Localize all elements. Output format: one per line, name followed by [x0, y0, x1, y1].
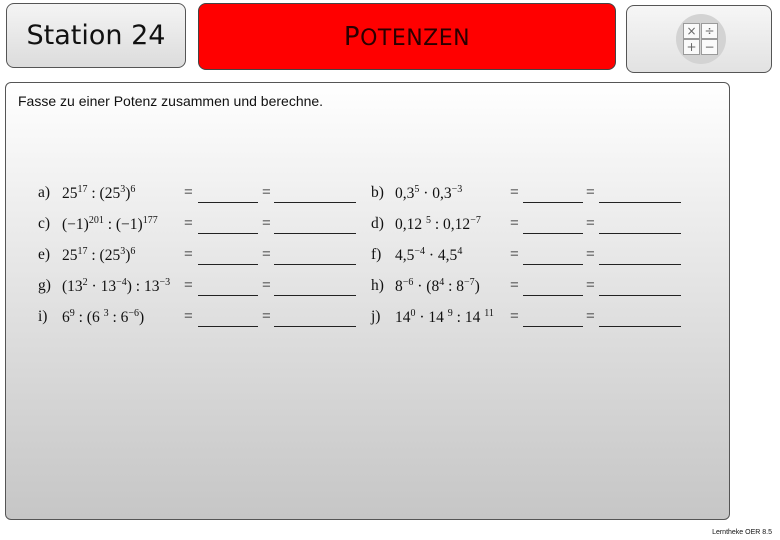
minus-icon: −: [701, 39, 718, 55]
expression-exponent: 3: [120, 184, 126, 195]
expression-exponent: −4: [116, 277, 127, 288]
expression-base: 14: [395, 309, 411, 327]
exercise-label: i): [38, 308, 48, 325]
expression-base: : 8: [444, 278, 465, 296]
worksheet-panel: [5, 82, 730, 520]
answer-blank-1[interactable]: [523, 202, 583, 203]
equals-sign: =: [510, 308, 519, 325]
exercise-expression: [395, 308, 494, 327]
exercise-label: b): [371, 184, 384, 201]
equals-sign: =: [586, 277, 595, 294]
expression-base: ): [474, 278, 480, 296]
equals-sign: =: [586, 184, 595, 201]
exercise-label: c): [38, 215, 51, 232]
answer-blank-2[interactable]: [274, 264, 356, 265]
expression-base: · 0,3: [419, 185, 452, 203]
equals-sign: =: [586, 215, 595, 232]
exercise-expression: [62, 184, 135, 203]
answer-blank-1[interactable]: [523, 233, 583, 234]
expression-base: ): [139, 309, 145, 327]
expression-base: · 13: [87, 278, 117, 296]
exercise-expression: [395, 277, 480, 296]
expression-exponent: 177: [142, 215, 158, 226]
expression-base: : 0,12: [431, 216, 471, 234]
page-title: [344, 22, 470, 52]
equals-sign: =: [184, 215, 193, 232]
expression-exponent: 0: [410, 308, 416, 319]
equals-sign: =: [184, 277, 193, 294]
equals-sign: =: [184, 246, 193, 263]
exercise-expression: [395, 215, 481, 234]
expression-base: · (8: [413, 278, 440, 296]
expression-exponent: 201: [88, 215, 104, 226]
answer-blank-2[interactable]: [599, 202, 681, 203]
expression-exponent: −3: [159, 277, 171, 288]
answer-blank-1[interactable]: [198, 264, 258, 265]
expression-exponent: 4: [457, 246, 463, 257]
equals-sign: =: [262, 308, 271, 325]
exercise-expression: [395, 246, 462, 265]
expression-base: : (−1): [103, 216, 143, 234]
expression-exponent: 6: [130, 184, 136, 195]
expression-base: 4,5: [395, 247, 415, 265]
calculator-icon: [676, 14, 726, 64]
expression-base: ): [125, 185, 131, 203]
exercise-label: f): [371, 246, 382, 263]
equals-sign: =: [586, 246, 595, 263]
divide-icon: ÷: [701, 23, 718, 39]
exercise-label: e): [38, 246, 51, 263]
expression-base: : (25: [87, 247, 121, 265]
answer-blank-2[interactable]: [599, 295, 681, 296]
exercise-label: h): [371, 277, 384, 294]
answer-blank-2[interactable]: [274, 202, 356, 203]
answer-blank-2[interactable]: [599, 326, 681, 327]
equals-sign: =: [510, 215, 519, 232]
expression-base: 0,3: [395, 185, 415, 203]
expression-base: ) : 13: [126, 278, 160, 296]
expression-exponent: −7: [464, 277, 475, 288]
expression-exponent: −4: [414, 246, 426, 257]
answer-blank-2[interactable]: [274, 295, 356, 296]
expression-base: 0,12: [395, 216, 426, 234]
exercise-expression: [395, 184, 462, 203]
title-initial: P: [343, 21, 361, 52]
station-label: Station 24: [26, 20, 166, 51]
expression-base: (−1): [62, 216, 89, 234]
exercise-label: j): [371, 308, 381, 325]
title-rest: OTENZEN: [360, 25, 471, 51]
answer-blank-1[interactable]: [198, 326, 258, 327]
equals-sign: =: [262, 184, 271, 201]
expression-base: 8: [395, 278, 403, 296]
exercise-label: d): [371, 215, 384, 232]
expression-base: 6: [62, 309, 70, 327]
expression-exponent: 9: [447, 308, 453, 319]
answer-blank-2[interactable]: [274, 233, 356, 234]
expression-exponent: 3: [103, 308, 109, 319]
exercise-label: a): [38, 184, 51, 201]
exercise-label: g): [38, 277, 51, 294]
expression-exponent: 9: [69, 308, 75, 319]
expression-exponent: −6: [402, 277, 414, 288]
expression-base: : (6: [74, 309, 104, 327]
instruction-text: Fasse zu einer Potenz zusammen und berechne.: [18, 93, 324, 109]
expression-exponent: 17: [77, 184, 88, 195]
exercise-expression: [62, 308, 144, 327]
title-box: [198, 3, 616, 70]
expression-exponent: 5: [414, 184, 420, 195]
multiply-icon: ×: [683, 23, 700, 39]
expression-base: (13: [62, 278, 83, 296]
icon-box: [626, 5, 772, 73]
expression-exponent: 4: [439, 277, 445, 288]
footer-credit: Lerntheke OER 8.5: [712, 529, 772, 536]
expression-exponent: −7: [470, 215, 481, 226]
answer-blank-1[interactable]: [523, 326, 583, 327]
expression-exponent: 2: [82, 277, 88, 288]
expression-exponent: 11: [484, 308, 494, 319]
equals-sign: =: [184, 308, 193, 325]
expression-base: : 6: [108, 309, 129, 327]
answer-blank-1[interactable]: [198, 233, 258, 234]
expression-base: ): [125, 247, 131, 265]
expression-exponent: 3: [120, 246, 126, 257]
expression-exponent: 5: [426, 215, 431, 226]
expression-base: 25: [62, 185, 78, 203]
answer-blank-1[interactable]: [523, 264, 583, 265]
expression-exponent: −6: [128, 308, 140, 319]
answer-blank-2[interactable]: [599, 264, 681, 265]
equals-sign: =: [510, 246, 519, 263]
equals-sign: =: [184, 184, 193, 201]
equals-sign: =: [510, 277, 519, 294]
expression-base: · 4,5: [425, 247, 458, 265]
expression-base: · 14: [415, 309, 448, 327]
plus-icon: +: [683, 39, 700, 55]
answer-blank-1[interactable]: [198, 202, 258, 203]
station-box: [6, 3, 186, 68]
exercise-expression: [62, 246, 135, 265]
exercise-expression: [62, 215, 158, 234]
expression-exponent: 6: [130, 246, 136, 257]
expression-base: : (25: [87, 185, 121, 203]
equals-sign: =: [586, 308, 595, 325]
expression-exponent: 17: [77, 246, 88, 257]
equals-sign: =: [510, 184, 519, 201]
answer-blank-1[interactable]: [523, 295, 583, 296]
equals-sign: =: [262, 215, 271, 232]
expression-exponent: −3: [451, 184, 463, 195]
equals-sign: =: [262, 277, 271, 294]
expression-base: 25: [62, 247, 78, 265]
equals-sign: =: [262, 246, 271, 263]
answer-blank-1[interactable]: [198, 295, 258, 296]
expression-base: : 14: [452, 309, 485, 327]
answer-blank-2[interactable]: [274, 326, 356, 327]
exercise-expression: [62, 277, 170, 296]
answer-blank-2[interactable]: [599, 233, 681, 234]
